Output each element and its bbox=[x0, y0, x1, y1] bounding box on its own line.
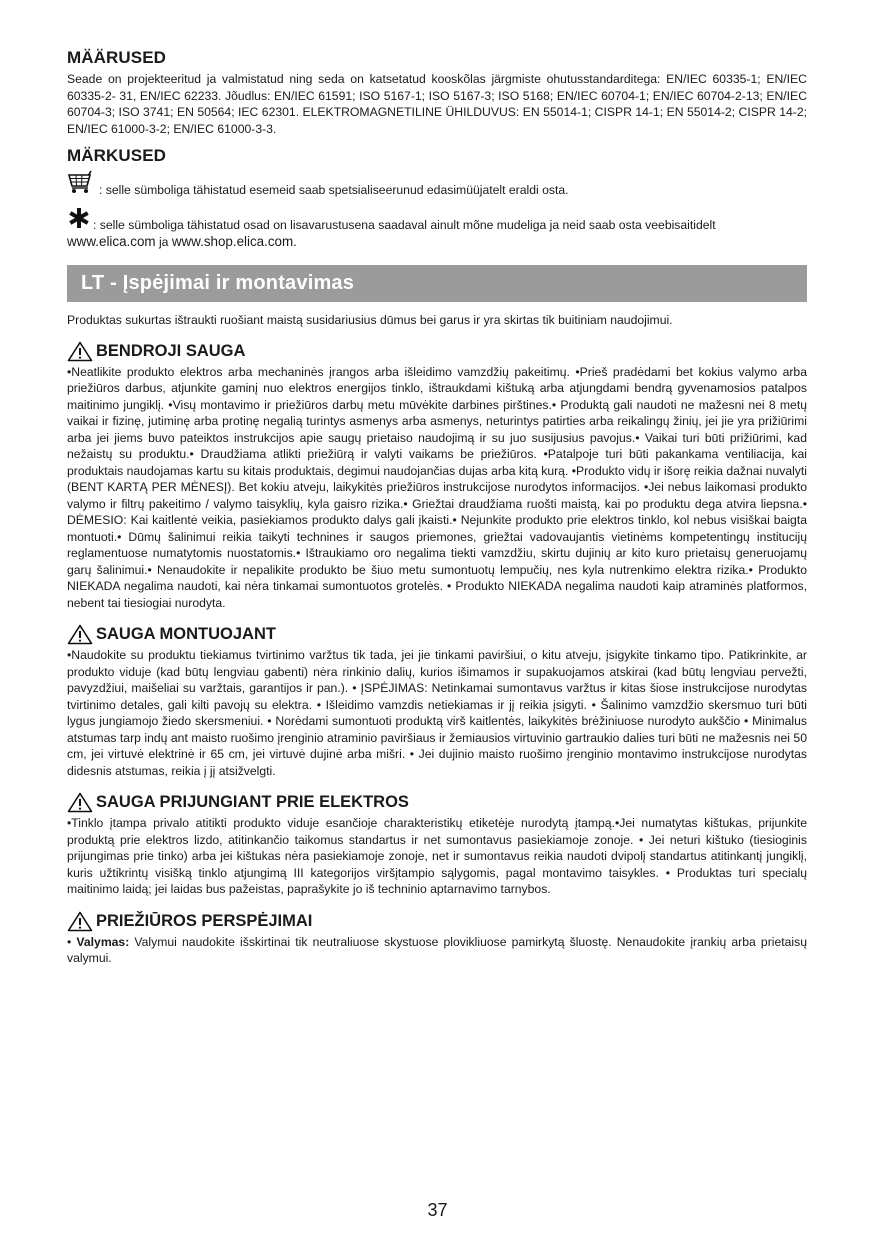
warning-icon bbox=[67, 792, 93, 813]
elica-link[interactable]: www.elica.com bbox=[67, 234, 156, 249]
cleaning-text: Valymui naudokite išskirtinai tik neutraliuose skystuose plovikliuose pamirkytą šluostę. Nenaudokite įrankių arba prietaisų valymui. bbox=[67, 934, 807, 965]
cart-note bbox=[67, 170, 807, 199]
installation-safety-text: •Naudokite su produktu tiekiamus tvirtinimo varžtus tik tada, jei jie tinkami paviršiui, o kitu atveju, įsigykite tinkamo tipo. Patikrinkite, ar produkto viduje (kad būtų lengviau gabenti) nėra rinkinio dalių, kurios išimamos ir supakuojamos atskirai (kad būtų lengviau pervežti, pavyzdžiui, maišeliai su varžtais, garantijos ir pan.). • ĮSPĖJIMAS: Netinkamai sumontavus varžtus ir kitas šiose instrukcijose nurodytas tvirtinimo detales, gali kilti pavojų su elektra. • Išleidimo vamzdis netiekiamas ir jį reikia įsigyti. • Šalinimo vamzdžio skersmuo turi būti lygus jungiamojo žiedo skersmeniui. • Norėdami sumontuoti produktą virš kaitlentės, laikykitės brėžiniuose nurodyto aukščio • Minimalus atstumas tarp indų ant maisto ruošimo įrenginio atraminio paviršiaus ir žemiausios virtuvinio gartraukio dalies turi būti ne mažesnis nei 50 cm, jei virtuvė elektrinė ir 65 cm, jei virtuvė dujinė arba mišri. • Jei dujinio maisto ruošimo įrenginio montavimo instrukcijose nurodytas didesnis atstumas, reikia į jį atsižvelgti. bbox=[67, 648, 807, 778]
general-safety-title: BENDROJI SAUGA bbox=[96, 341, 246, 360]
regulations-heading: MÄÄRUSED bbox=[67, 48, 167, 67]
asterisk-note-text: : selle sümboliga tähistatud osad on lisavarustusena saadaval ainult mõne mudeliga ja neid saab osta veebisaitidelt bbox=[93, 217, 716, 232]
website-line bbox=[67, 233, 807, 251]
asterisk-note bbox=[67, 207, 807, 234]
section-banner: LT - Įspėjimai ir montavimas bbox=[67, 265, 807, 302]
period: . bbox=[293, 234, 297, 249]
cart-note-text: : selle sümboliga tähistatud esemeid saab spetsialiseerunud edasimüüjatelt eraldi osta. bbox=[99, 183, 569, 197]
cleaning-label: Valymas: bbox=[76, 934, 130, 949]
warning-icon bbox=[67, 624, 93, 645]
electrical-safety-heading bbox=[67, 792, 807, 813]
notes-heading: MÄRKUSED bbox=[67, 146, 167, 165]
electrical-safety-title: SAUGA PRIJUNGIANT PRIE ELEKTROS bbox=[96, 793, 409, 811]
general-safety-heading bbox=[67, 341, 807, 362]
electrical-safety-text: •Tinklo įtampa privalo atitikti produkto viduje esančioje charakteristikų etiketėje nurodytą įtampą.•Jei numatytas kištukas, prijunkite produktą prie elektros lizdo, atitinkančio taikomus standartus ir net sumontavus pasiekiamoje zonoje. • Jei neturi kištuko (tiesioginis prijungimas prie tinko) arba jei kištukas nėra pasiekiamoje zonoje, net ir sumontavus reikia naudoti dvipolį standartus atitinkantį jungiklį, kuris užtikrintų visišką tinklo atjungimą III kategorijos viršįtampio sąlygomis, pagal montavimo taisykles. • Produktas turi specialų maitinimo laidą; jei laidas bus pažeistas, paprašykite jo iš techninio aptarnavimo tarnybos. bbox=[67, 816, 807, 896]
maintenance-text bbox=[67, 934, 807, 967]
warning-icon bbox=[67, 911, 93, 932]
regulations-text: Seade on projekteeritud ja valmistatud ning seda on katsetatud kooskõlas järgmiste ohutusstandarditega: EN/IEC 60335-1; EN/IEC 60335-2- 31, EN/IEC 62233. Jõudlus: EN/IEC 61591; ISO 5167-1; ISO 5167-3; ISO 5168; EN/IEC 60704-1; EN/IEC 60704-2-13; EN/IEC 60704-3; ISO 3741; EN 50564; IEC 62301. ELEKTROMAGNETILINE ÜHILDUVUS: EN 55014-1; CISPR 14-1; EN 55014-2; CISPR 14-2; EN/IEC 61000-3-2; EN/IEC 61000-3-3. bbox=[67, 72, 807, 136]
maintenance-title: PRIEŽIŪROS PERSPĖJIMAI bbox=[96, 911, 313, 930]
general-safety-text: •Neatlikite produkto elektros arba mechaninės įrangos arba išleidimo vamzdžių pakeitimų. •Prieš pradėdami bet kokius valymo arba priežiūros darbus, atjunkite gaminį nuo elektros energijos tinklo, ištraukdami kištuką arba atjungdami bendrą gyvenamosios patalpos maitinimo jungiklį. •Visų montavimo ir priežiūros darbų metu mūvėkite darbines pirštines.• Produktą gali naudoti ne mažesni nei 8 metų vaikai ir fizinę, jutiminę arba protinę negalią turintys asmenys arba asmenys, neturintys patirties arba reikalingų žinių, jei jie yra prižiūrimi arba jei jiems buvo pateiktos instrukcijos apie saugų prietaiso naudojimą ir su juo susijusius pavojus.• Vaikai turi būti prižiūrimi, kad nežaistų su produktu.• Draudžiama atlikti priežiūrą ir valyti vaikams be priežiūros. •Patalpoje turi būti pakankama ventiliacija, kai produktais naudojamas kartu su kitais produktais, degimui naudojančias dujas arba kitą kurą. •Produkto vidų ir išorę reikia dažnai nuvalyti (BENT KARTĄ PER MĖNESĮ). Bet kokiu atveju, laikykitės priežiūros instrukcijose nurodytos informacijos. •Jei nebus laikomasi produkto valymo ir filtrų pakeitimo / valymo taisyklių, kyla gaisro rizika.• Griežtai draudžiama ruošti maistą, kai po produktu dega atvira liepsna.• DĖMESIO: Kai kaitlentė veikia, pasiekiamos produkto dalys gali įkaisti.• Nejunkite produkto prie elektros tinklo, kol nebus visiškai baigta montuoti.• Dūmų šalinimui reikia taikyti technines ir saugos priemones, griežtai vadovaujantis vietinėms kompetentingų institucijų reglamentuose numatytomis nuostatomis.• Ištraukiamo oro negalima tiekti vamzdžiu, skirtu dujinių ar kito kuro prietaisų generuojamų garų šalinimui.• Nenaudokite ir nepalikite produkto be šiuo metu sumontuotų lempučių, nes kyla nutrenkimo elektra rizika.• Produkto NIEKADA negalima naudoti, kai nėra tinkamai sumontuotos grotelės. • Produkto NIEKADA negalima naudoti kaip atraminės platformos, nebent tai tiesiogiai nurodyta. bbox=[67, 364, 807, 610]
intro-text: Produktas sukurtas ištraukti ruošiant maistą susidariusius dūmus bei garus ir yra skirtas tik buitiniam naudojimui. bbox=[67, 313, 673, 327]
shopping-cart-icon bbox=[67, 170, 97, 199]
document-page bbox=[67, 48, 807, 967]
page-number: 37 bbox=[427, 1200, 448, 1220]
warning-icon bbox=[67, 341, 93, 362]
asterisk-icon bbox=[67, 207, 91, 234]
conjunction: ja bbox=[155, 235, 172, 249]
bullet: • bbox=[67, 934, 77, 949]
installation-safety-title: SAUGA MONTUOJANT bbox=[96, 625, 276, 643]
elica-shop-link[interactable]: www.shop.elica.com bbox=[171, 234, 294, 249]
maintenance-heading bbox=[67, 911, 807, 932]
installation-safety-heading bbox=[67, 624, 807, 645]
